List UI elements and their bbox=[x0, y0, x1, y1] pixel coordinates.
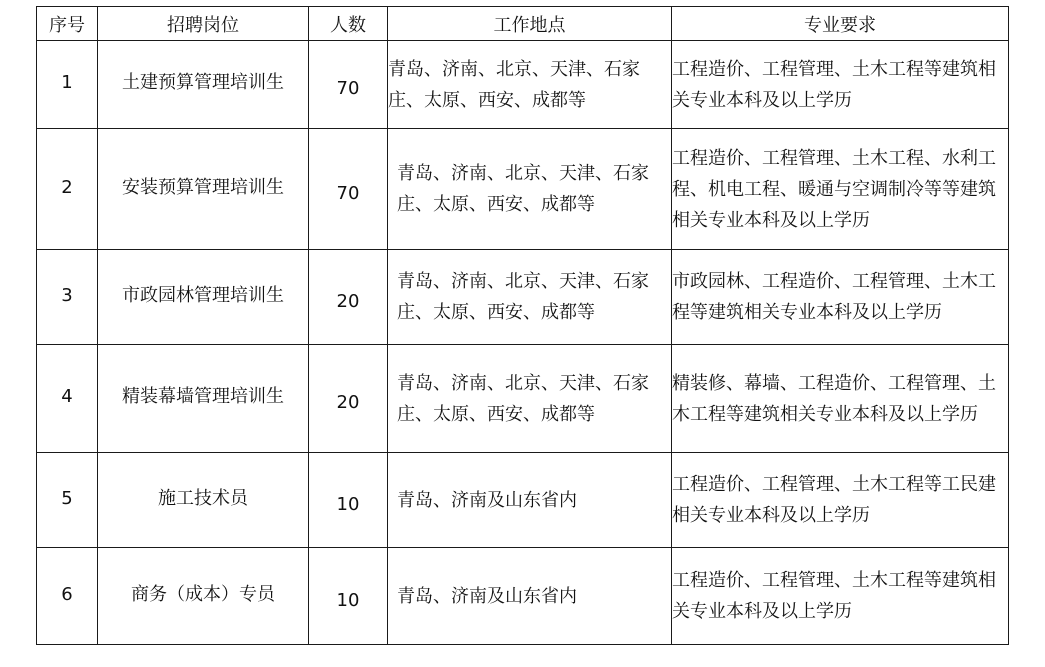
table-row bbox=[37, 41, 1009, 129]
requirements-cell bbox=[672, 345, 1009, 453]
position-name: 精装幕墙管理培训生 bbox=[122, 386, 284, 407]
position-cell bbox=[98, 345, 309, 453]
location-cell bbox=[388, 345, 672, 453]
requirements-text: 精装修、幕墙、工程造价、工程管理、土木工程等建筑相关专业本科及以上学历 bbox=[672, 372, 996, 425]
position-name: 商务（成本）专员 bbox=[131, 583, 275, 605]
row-index-cell bbox=[37, 129, 98, 250]
location-cell bbox=[388, 453, 672, 548]
row-index-cell bbox=[37, 548, 98, 645]
position-cell bbox=[98, 453, 309, 548]
position-cell bbox=[98, 250, 309, 345]
count-cell bbox=[309, 345, 388, 453]
table-row bbox=[37, 453, 1009, 548]
location-text: 青岛、济南及山东省内 bbox=[397, 585, 577, 607]
requirements-text: 工程造价、工程管理、土木工程等建筑相关专业本科及以上学历 bbox=[672, 58, 996, 111]
row-index-cell bbox=[37, 345, 98, 453]
requirements-cell bbox=[672, 453, 1009, 548]
count-cell bbox=[309, 548, 388, 645]
location-cell bbox=[388, 129, 672, 250]
headcount: 70 bbox=[336, 78, 360, 99]
position-name: 土建预算管理培训生 bbox=[122, 72, 284, 93]
position-name: 安装预算管理培训生 bbox=[122, 176, 284, 198]
requirements-cell bbox=[672, 250, 1009, 345]
position-cell bbox=[98, 129, 309, 250]
header-requirements: 专业要求 bbox=[672, 7, 1009, 41]
header-location: 工作地点 bbox=[388, 7, 672, 41]
table-header-row bbox=[37, 7, 1009, 41]
row-index: 3 bbox=[61, 284, 73, 306]
headcount: 10 bbox=[336, 589, 360, 611]
count-cell bbox=[309, 453, 388, 548]
requirements-cell bbox=[672, 548, 1009, 645]
row-index-cell bbox=[37, 250, 98, 345]
count-cell bbox=[309, 129, 388, 250]
count-cell bbox=[309, 41, 388, 129]
row-index: 5 bbox=[61, 487, 73, 509]
location-text: 青岛、济南、北京、天津、石家庄、太原、西安、成都等 bbox=[397, 372, 649, 425]
row-index: 4 bbox=[61, 386, 73, 407]
location-text: 青岛、济南及山东省内 bbox=[397, 489, 577, 511]
requirements-text: 工程造价、工程管理、土木工程等工民建相关专业本科及以上学历 bbox=[672, 474, 996, 526]
header-index: 序号 bbox=[37, 7, 98, 41]
position-cell bbox=[98, 41, 309, 129]
recruitment-table bbox=[36, 6, 1009, 645]
location-text: 青岛、济南、北京、天津、石家庄、太原、西安、成都等 bbox=[388, 58, 640, 111]
requirements-text: 工程造价、工程管理、土木工程、水利工程、机电工程、暖通与空调制冷等等建筑相关专业本科及以上学历 bbox=[672, 147, 996, 231]
headcount: 70 bbox=[336, 182, 360, 204]
headcount: 10 bbox=[336, 493, 360, 515]
table-row bbox=[37, 345, 1009, 453]
header-count: 人数 bbox=[309, 7, 388, 41]
table-row bbox=[37, 250, 1009, 345]
row-index-cell bbox=[37, 41, 98, 129]
row-index: 6 bbox=[61, 583, 73, 605]
requirements-cell bbox=[672, 41, 1009, 129]
table-row bbox=[37, 548, 1009, 645]
position-name: 市政园林管理培训生 bbox=[122, 284, 284, 306]
location-cell bbox=[388, 250, 672, 345]
location-text: 青岛、济南、北京、天津、石家庄、太原、西安、成都等 bbox=[397, 163, 649, 215]
headcount: 20 bbox=[336, 392, 360, 413]
position-cell bbox=[98, 548, 309, 645]
count-cell bbox=[309, 250, 388, 345]
requirements-text: 工程造价、工程管理、土木工程等建筑相关专业本科及以上学历 bbox=[672, 570, 996, 622]
row-index: 2 bbox=[61, 176, 73, 198]
requirements-cell bbox=[672, 129, 1009, 250]
row-index: 1 bbox=[61, 72, 73, 93]
headcount: 20 bbox=[336, 290, 360, 312]
position-name: 施工技术员 bbox=[158, 487, 248, 509]
requirements-text: 市政园林、工程造价、工程管理、土木工程等建筑相关专业本科及以上学历 bbox=[672, 271, 996, 323]
header-position: 招聘岗位 bbox=[98, 7, 309, 41]
row-index-cell bbox=[37, 453, 98, 548]
location-cell bbox=[388, 548, 672, 645]
location-text: 青岛、济南、北京、天津、石家庄、太原、西安、成都等 bbox=[397, 271, 649, 323]
table-row bbox=[37, 129, 1009, 250]
location-cell bbox=[388, 41, 672, 129]
